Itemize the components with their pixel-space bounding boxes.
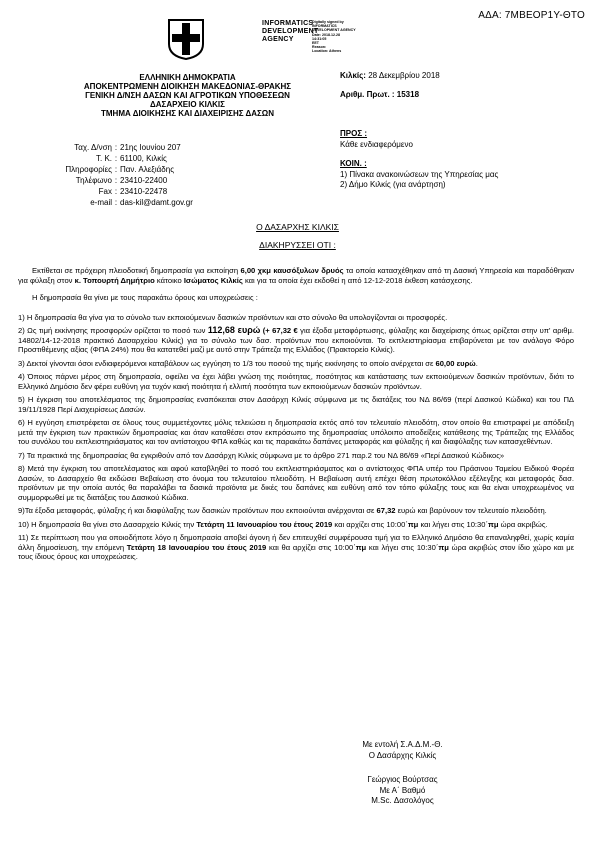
term-2: 2) Ως τιμή εκκίνησης προσφορών ορίζεται το ποσό των 112,68 ευρώ (+ 67,32 € για έξοδα μεταφόρτωσης, φύλαξης και διαχείρισης όπως ορίζεται στην υπ' αριθμ. 14802/14-12-2018 πρακτικό Δασαρχείου Κιλκίς) για το σύνολο των δασ. προϊόντων που εκποιούνται. Το εκπλειστηρίασμα επιβαρύνεται με τον ανάλογο Φόρο Προστιθέμενης αξίας (ΦΠΑ 24%) που θα κατατεθεί μαζί με αυτό στην Τράπεζα της Ελλάδος (Πρακτορείο Κιλκίς). bbox=[18, 325, 574, 354]
sig-line: M.Sc. Δασολόγος bbox=[371, 796, 434, 805]
contact-row: Ταχ. Δ/νση : 21ης Ιουνίου 207 bbox=[74, 143, 181, 152]
stamp-line: Reason: bbox=[312, 45, 327, 50]
intro-paragraph: Εκτίθεται σε πρόχειρη πλειοδοτική δημοπρασία για εκποίηση 6,00 χκμ καυσόξυλων δρυός τα οποία κατασχέθηκαν από τη Δασική Υπηρεσία και παραδόθηκαν για φύλαξη στον κ. Τοπουρτή Δημήτριο κάτοικο Ισώματος Κιλκίς και για τα οποία έχει εκδοθεί η από 12-12-2018 έκθεση κατάσχεσης. bbox=[18, 266, 574, 285]
stamp-line: Location: Athens bbox=[312, 49, 342, 54]
document-body bbox=[18, 266, 574, 566]
informatics-agency-logo bbox=[262, 20, 319, 44]
digital-signature-stamp bbox=[312, 20, 356, 54]
term-5: 5) Η έγκριση του αποτελέσματος της δημοπρασίας εναπόκειται στον Δασάρχη Κιλκίς σύμφωνα με τις διατάξεις του ΝΔ 86/69 (περί Δασικού Κώδικα) και του ΠΔ 19/11/1928 Περί Διαχειρίσεως Δασών. bbox=[18, 395, 574, 414]
org-line: ΕΛΛΗΝΙΚΗ ΔΗΜΟΚΡΑΤΙΑ bbox=[139, 73, 236, 82]
term-3: 3) Δεκτοί γίνονται όσοι ενδιαφερόμενοι καταβάλουν ως εγγύηση το 1/3 του ποσού της τιμής εκκίνησης το οποίο ανέρχεται σε 60,00 ευρώ. bbox=[18, 358, 478, 368]
recipients-block bbox=[340, 129, 498, 191]
term-4: 4) Όποιος πάρνει μέρος στη δημοπρασία, οφείλει να έχει λάβει γνώση της ποιότητας, ποσότητας και κατάστασης των εκποιούμενων δασικών προϊόντων, διότι το Ελληνικό Δημόσιο δεν φέρει ευθύνη για τυχόν κακή ποιότητα ή ελλιπή ποσότητα των εκποιούμενων δασικών προϊόντων. bbox=[18, 372, 574, 391]
term-11: 11) Σε περίπτωση που για οποιοδήποτε λόγο η δημοπρασία αποβεί άγονη ή δεν επιτευχθεί συμφέρουσα τιμή για το Ελληνικό Δημόσιο θα επαναληφθεί, χωρίς καμία άλλη δημοσίευση, την επόμενη Τετάρτη 18 Ιανουαρίου του έτους 2019 και θα αρχίζει στις 10:00΄πμ και λήγει στις 10:30΄πμ ώρα ακριβώς στον ίδιο χώρο και με τους ίδιους όρους και υποχρεώσεις. bbox=[18, 533, 574, 561]
conditions-intro: Η δημοπρασία θα γίνει με τους παρακάτω όρους και υποχρεώσεις : bbox=[32, 293, 258, 302]
stamp-line: Date: 2018.12.28 bbox=[312, 32, 340, 37]
org-line: ΓΕΝΙΚΗ Δ/ΝΣΗ ΔΑΣΩΝ ΚΑΙ ΑΓΡΟΤΙΚΩΝ ΥΠΟΘΕΣΕΩΝ bbox=[85, 91, 290, 100]
ada-code: ΑΔΑ: 7ΜΒΕΟΡ1Υ-ΘΤΟ bbox=[478, 10, 585, 21]
stamp-line: DEVELOPMENT AGENCY bbox=[312, 28, 356, 33]
contact-block bbox=[40, 142, 193, 208]
sig-line: Με Α΄ Βαθμό bbox=[379, 785, 426, 795]
pros-value: Κάθε ενδιαφερόμενο bbox=[340, 139, 413, 149]
contact-row: Τ. Κ. : 61100, Κιλκίς bbox=[95, 154, 167, 163]
reference-block bbox=[340, 66, 440, 104]
koin-item: 1) Πίνακα ανακοινώσεων της Υπηρεσίας μας bbox=[340, 169, 499, 179]
koin-heading: ΚΟΙΝ. : bbox=[340, 159, 367, 168]
sig-line: Ο Δασάρχης Κιλκίς bbox=[368, 750, 437, 760]
contact-row: e-mail : das-kil@damt.gov.gr bbox=[90, 198, 193, 207]
protocol-number: Αριθμ. Πρωτ. : 15318 bbox=[340, 90, 420, 99]
logo-line: DEVELOPMENT bbox=[262, 28, 319, 35]
org-line: ΑΠΟΚΕΝΤΡΩΜΕΝΗ ΔΙΟΙΚΗΣΗ ΜΑΚΕΔΟΝΙΑΣ-ΘΡΑΚΗΣ bbox=[83, 82, 292, 91]
term-8: 8) Μετά την έγκριση του αποτελέσματος και αφού καταβληθεί το ποσό του εκπλειστηριάσματος και ο αντίστοιχος ΦΠΑ υπέρ του Πράσινου Ταμείου Ειδικού Φορέα Δασών, το Δασαρχείο θα εκδώσει Βεβαίωση στο όνομα του τελευταίου πλειοδότη. Η Βεβαίωση αυτή επέχει θέση πρωτοκόλλου εξέλεγξης και μεταφοράς δασ. προϊόντων με την οποία αυτός θα παραλάβει τα δασικά προϊόντα με δικές του δαπάνες και ευθύνη από τον τόπο φύλαξης τους και θα είναι υποχρεωμένος να συμμορφωθεί με τις διατάξεις του Δασικού Κώδικα. bbox=[18, 464, 574, 502]
term-9: 9)Τα έξοδα μεταφοράς, φύλαξης ή και διαφύλαξης των δασικών προϊόντων που εκποιούνται ανέρχονται σε 67,32 ευρώ και βαρύνουν τον τελευταίο πλειοδότη. bbox=[18, 506, 547, 515]
term-7: 7) Τα πρακτικά της δημοπρασίας θα εγκριθούν από τον Δασάρχη Κιλκίς σύμφωνα με το άρθρο 271 παρ.2 του ΝΔ 86/69 «Περί Δασικού Κώδικος» bbox=[18, 450, 505, 460]
koin-item: 2) Δήμο Κιλκίς (για ανάρτηση) bbox=[340, 180, 446, 189]
logo-line: AGENCY bbox=[262, 36, 294, 43]
term-6: 6) Η εγγύηση επιστρέφεται σε όλους τους συμμετέχοντες μόλις τελειώσει η δημοπρασία εκτός από τον τελευταίο πλειοδότη, στον οποίο θα επιστραφεί με απόδειξη μετά την έγκριση των πρακτικών δημοπρασίας και όταν καταθέσει στον εκπρόσωπο της δημοπρασίας υπόλοιπο αποδείξεις κατάθεσης της Τράπεζας της Ελλάδος του συνόλου του εκπλειστηριάσματος και τον αντίστοιχου ΦΠΑ καθώς και τις παρακάτω δαπάνες μεταφοράς και φύλαξης ή και διαφύλαξης των κατασχεθέντων. bbox=[18, 418, 574, 446]
stamp-line: Digitally signed by bbox=[312, 20, 344, 24]
organization-header bbox=[60, 73, 315, 118]
signature-block bbox=[330, 740, 475, 807]
stamp-line: 14:31:05 bbox=[312, 36, 327, 41]
title-declares: ΔΙΑΚΗΡΥΣΣΕΙ ΟΤΙ : bbox=[259, 240, 336, 250]
greek-emblem-icon bbox=[167, 18, 205, 60]
stamp-line: INFORMATICS bbox=[312, 24, 337, 29]
pros-heading: ΠΡΟΣ : bbox=[340, 129, 368, 138]
term-1: 1) Η δημοπρασία θα γίνα για το σύνολο των εκποιούμενων δασικών προϊόντων και στο σύνολο θα υπολογίζονται οι προσφορές. bbox=[18, 312, 448, 322]
contact-row: Τηλέφωνο : 23410-22400 bbox=[75, 176, 168, 185]
org-line: ΔΑΣΑΡΧΕΙΟ ΚΙΛΚΙΣ bbox=[150, 100, 225, 109]
term-10: 10) Η δημοπρασία θα γίνει στο Δασαρχείο Κιλκίς την Τετάρτη 11 Ιανουαρίου του έτους 2019 και αρχίζει στις 10:00΄πμ και λήγει στις 10:30΄πμ ώρα ακριβώς. bbox=[18, 519, 548, 529]
title-forester: Ο ΔΑΣΑΡΧΗΣ ΚΙΛΚΙΣ bbox=[256, 222, 339, 232]
org-line: ΤΜΗΜΑ ΔΙΟΙΚΗΣΗΣ ΚΑΙ ΔΙΑΧΕΙΡΙΣΗΣ ΔΑΣΩΝ bbox=[101, 109, 274, 118]
contact-row: Fax : 23410-22478 bbox=[98, 187, 168, 196]
place-date: Κιλκίς: 28 Δεκεμβρίου 2018 bbox=[340, 71, 440, 80]
stamp-line: EET bbox=[312, 41, 319, 46]
sig-line: Με εντολή Σ.Α.Δ.Μ.-Θ. bbox=[362, 740, 443, 749]
sig-line: Γεώργιος Βούρτσας bbox=[367, 775, 438, 784]
logo-line: INFORMATICS bbox=[262, 20, 314, 27]
contact-row: Πληροφορίες : Παν. Αλεξιάδης bbox=[65, 165, 175, 174]
